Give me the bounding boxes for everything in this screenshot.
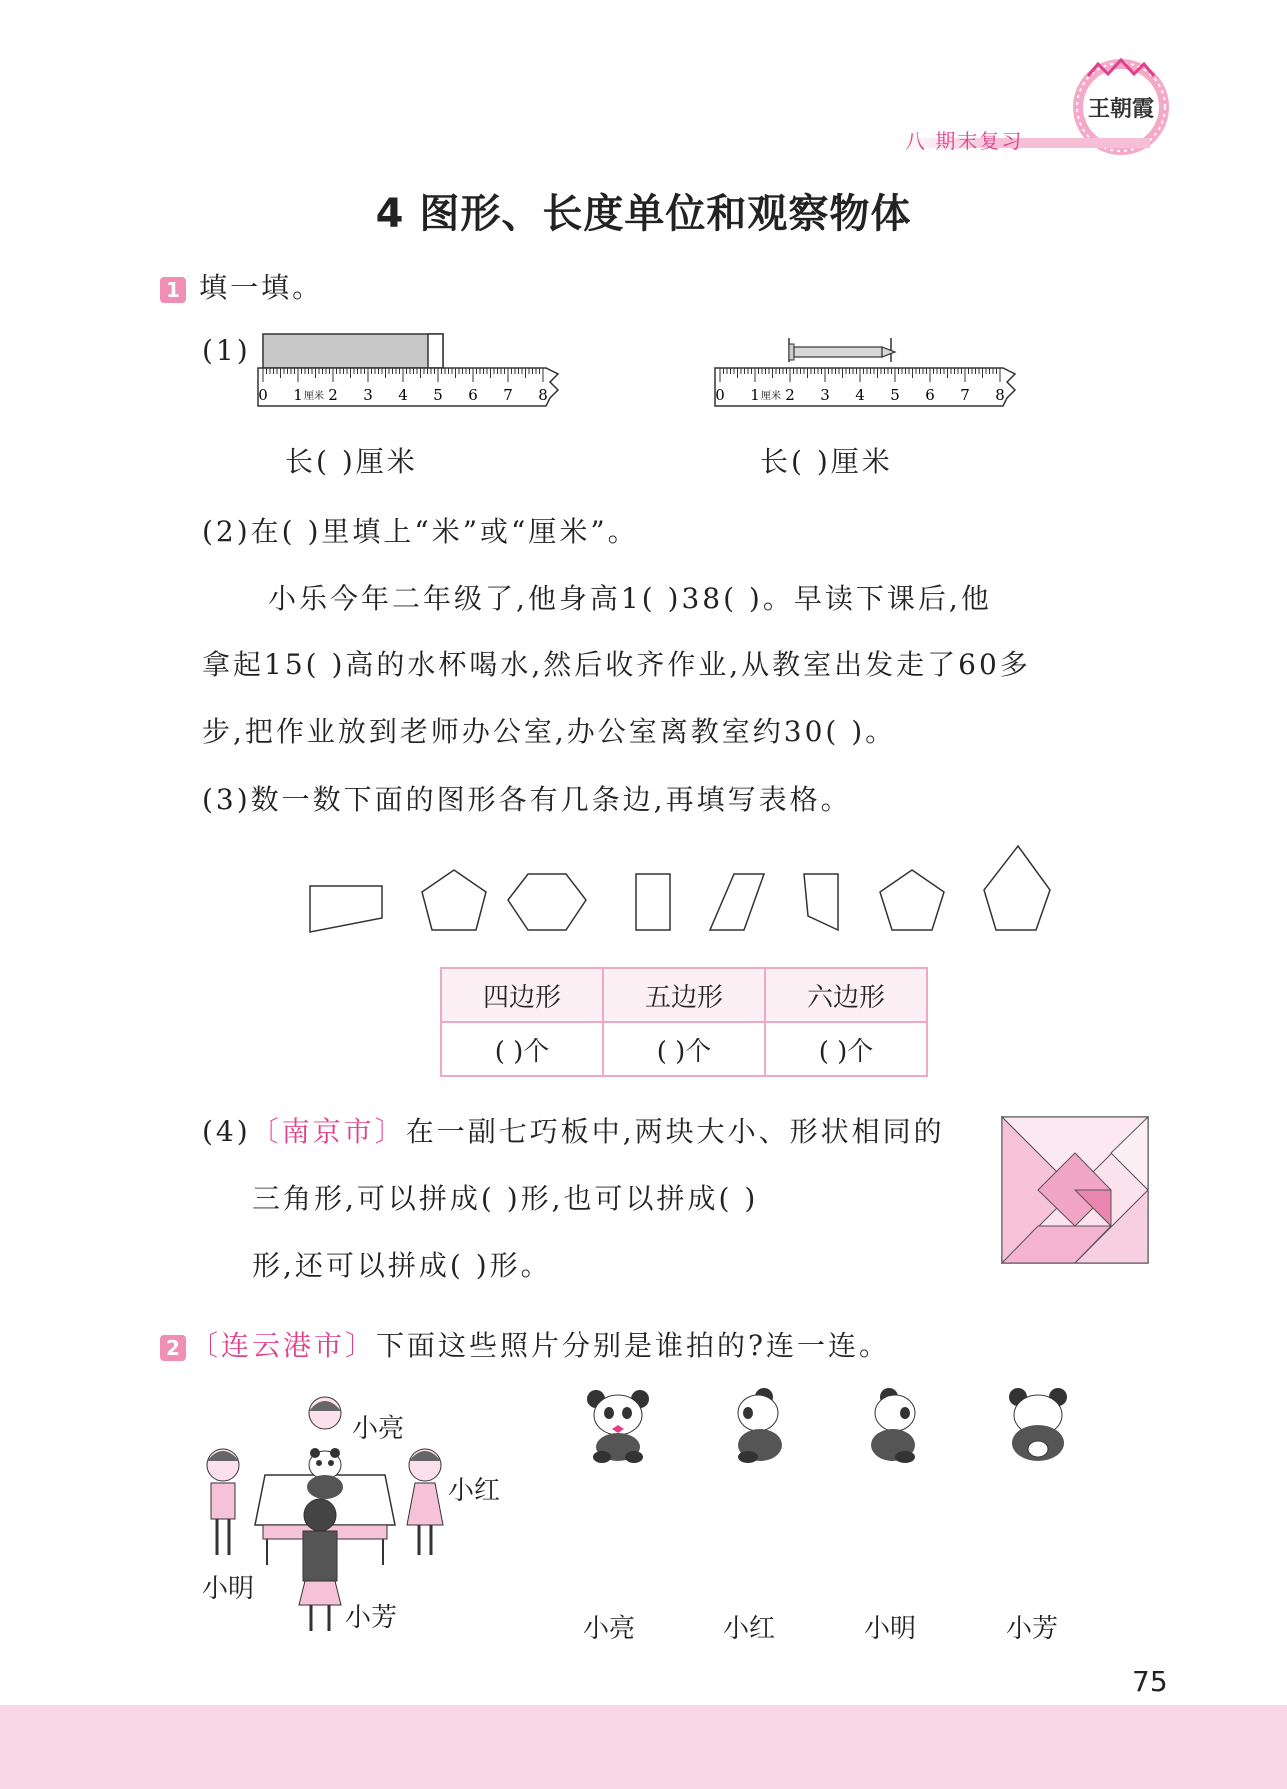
- ruler-unit-label: 厘米: [761, 391, 781, 402]
- scene-label-right: 小红: [448, 1476, 501, 1506]
- ruler-tick-label: 2: [328, 386, 338, 404]
- shape-count-table: [440, 967, 928, 1077]
- p2-line1: 小乐今年二年级了,他身高1( )38( )。早读下课后,他: [268, 582, 992, 615]
- panda-photo-front: [580, 1385, 660, 1465]
- q1-heading: [160, 266, 323, 306]
- ruler-with-nail: [705, 326, 1025, 410]
- ruler-tick-label: 3: [363, 386, 373, 404]
- ruler-tick-label: 6: [468, 386, 478, 404]
- name-option-4[interactable]: 小芳: [1006, 1614, 1059, 1644]
- shape-quad-1: [310, 886, 382, 932]
- ruler-tick-label: 2: [785, 386, 795, 404]
- p1-answer-left: 长( )厘米: [285, 445, 418, 478]
- header-quadrilateral: 四边形: [441, 968, 603, 1022]
- name-option-2[interactable]: 小红: [723, 1614, 776, 1644]
- shape-pentagon-3: [984, 846, 1050, 930]
- ruler-tick-label: 3: [820, 386, 830, 404]
- p4-line1: [202, 1110, 945, 1150]
- p2-line2: 拿起15( )高的水杯喝水,然后收齐作业,从教室出发走了60多: [202, 648, 1031, 681]
- ruler-tick-label: 5: [433, 386, 443, 404]
- p2-prompt: (2)在( )里填上“米”或“厘米”。: [202, 515, 639, 548]
- ruler-tick-label: 8: [538, 386, 548, 404]
- q2-city: 〔连云港市〕: [190, 1329, 377, 1362]
- q2-instruction: 下面这些照片分别是谁拍的?连一连。: [376, 1329, 891, 1362]
- panda-photo-side-right: [855, 1385, 935, 1465]
- ruler-tick-label: 4: [398, 386, 408, 404]
- q2-heading: [160, 1324, 890, 1364]
- section-label: 八 期末复习: [905, 129, 1024, 153]
- p4-line3: 形,还可以拼成( )形。: [252, 1249, 552, 1282]
- tangram-square: [1000, 1115, 1150, 1265]
- ruler-tick-label: 0: [715, 386, 725, 404]
- page-title: 4 图形、长度单位和观察物体: [375, 191, 912, 237]
- scene-label-bottom: 小芳: [345, 1603, 398, 1633]
- name-option-1[interactable]: 小亮: [583, 1614, 636, 1644]
- header-hexagon: 六边形: [765, 968, 927, 1022]
- q1-instruction: 填一填。: [199, 271, 324, 304]
- p1-number: (1): [202, 334, 251, 367]
- shape-pentagon-2: [880, 870, 944, 930]
- p1-answer-right: 长( )厘米: [760, 445, 893, 478]
- ruler-tick-label: 7: [960, 386, 970, 404]
- ruler-tick-label: 1: [750, 386, 760, 404]
- answer-quadrilateral[interactable]: ( )个: [441, 1022, 603, 1076]
- answer-pentagon[interactable]: ( )个: [603, 1022, 765, 1076]
- shape-hexagon: [508, 874, 586, 930]
- ruler-body: [258, 368, 558, 406]
- p2-line3: 步,把作业放到老师办公室,办公室离教室约30( )。: [202, 715, 897, 748]
- shape-pentagon-1: [422, 870, 486, 930]
- page-number: 75: [1132, 1665, 1168, 1698]
- ruler-unit-label: 厘米: [304, 391, 324, 402]
- ruler-tick-label: 0: [258, 386, 268, 404]
- ruler-body: [715, 368, 1015, 406]
- p4-city: 〔南京市〕: [250, 1115, 406, 1148]
- scene-label-top: 小亮: [352, 1414, 405, 1444]
- p3-prompt: (3)数一数下面的图形各有几条边,再填写表格。: [202, 783, 852, 816]
- p4-line2: 三角形,可以拼成( )形,也可以拼成( ): [252, 1182, 759, 1215]
- shape-rectangle: [636, 874, 670, 930]
- ruler-tick-label: 1: [293, 386, 303, 404]
- p4-text1: 在一副七巧板中,两块大小、形状相同的: [405, 1115, 945, 1148]
- scene-label-left: 小明: [202, 1574, 255, 1604]
- p4-number: (4): [202, 1115, 251, 1148]
- q1-badge: 1: [160, 277, 186, 303]
- svg-text:王朝霞: 王朝霞: [1087, 96, 1155, 122]
- ruler-tick-label: 6: [925, 386, 935, 404]
- shapes-row: [300, 840, 1060, 940]
- ruler-tick-label: 4: [855, 386, 865, 404]
- answer-hexagon[interactable]: ( )个: [765, 1022, 927, 1076]
- name-option-3[interactable]: 小明: [864, 1614, 917, 1644]
- footer-band: [0, 1705, 1287, 1789]
- panda-photo-back: [1000, 1385, 1080, 1465]
- q2-badge: 2: [160, 1335, 186, 1361]
- shape-parallelogram: [710, 874, 764, 930]
- ruler-tick-label: 8: [995, 386, 1005, 404]
- ruler-with-block: [248, 326, 568, 410]
- panda-photo-side-left: [718, 1385, 798, 1465]
- ruler-tick-label: 7: [503, 386, 513, 404]
- header-pentagon: 五边形: [603, 968, 765, 1022]
- shape-quad-2: [804, 874, 838, 930]
- ruler-tick-label: 5: [890, 386, 900, 404]
